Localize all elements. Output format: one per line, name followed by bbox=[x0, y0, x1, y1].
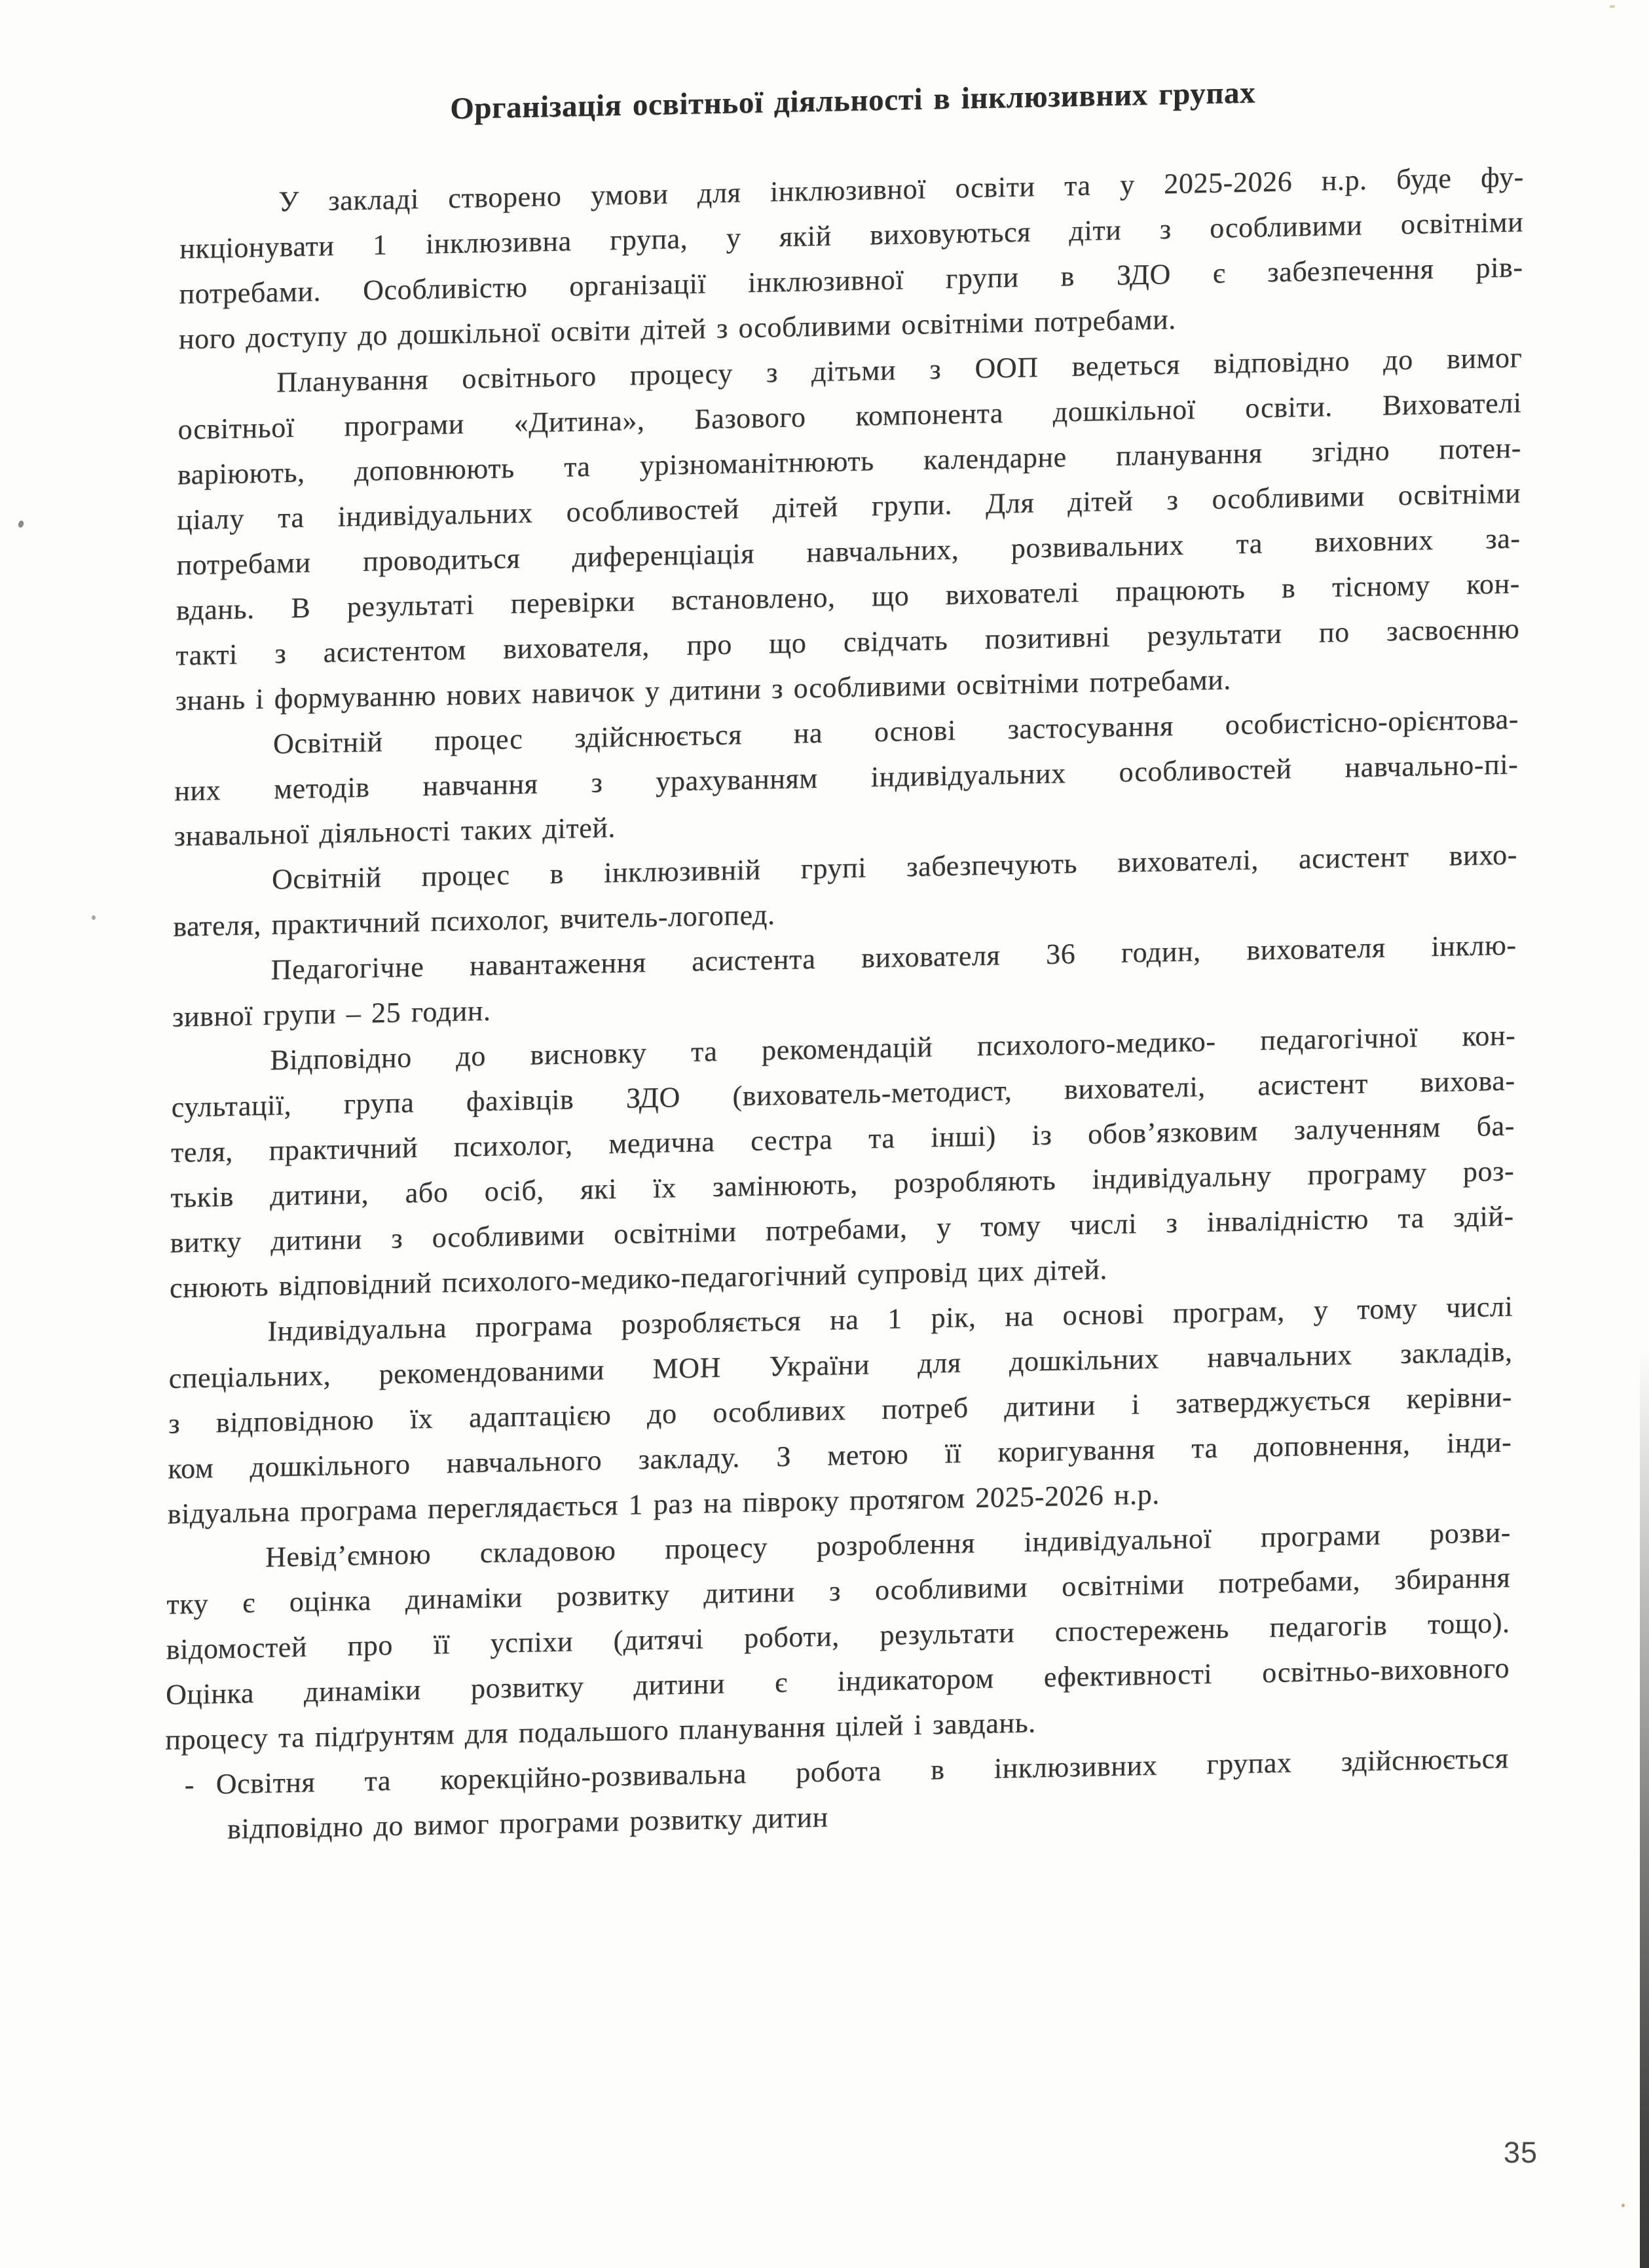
paragraph-last-line: процесу та підґрунтям для подальшого планування цілей і завдань. bbox=[165, 1706, 1037, 1756]
paragraph-body: Освітній процес в інклюзивній групі забезпечують вихователі, асистент вихо- bbox=[271, 838, 1518, 896]
page-title: Організація освітньої діяльності в інклюзивних групах bbox=[450, 75, 1256, 126]
paragraph bbox=[175, 335, 1522, 723]
paragraph bbox=[170, 1013, 1516, 1311]
paragraph-body: Невід’ємною складовою процесу розроблення індивідуальної програми розви- тку є оцінка динаміки розвитку дитини з особливими освітніми потребами, збирання відомостей про її успіхи (дитячі роботи, результати спостережень педагогів тощо). Оцінка динаміки розвитку дитини є індикатором ефективності освітньо-виховного bbox=[165, 1516, 1511, 1711]
paragraph bbox=[179, 154, 1525, 361]
paragraph-last-line: ного доступу до дошкільної освіти дітей з особливими освітніми потребами. bbox=[178, 302, 1177, 356]
scan-speck bbox=[92, 915, 96, 920]
scan-speck bbox=[1621, 2204, 1625, 2207]
paragraph-last-line: відуальна програма переглядається 1 раз на півроку протягом 2025-2026 н.р. bbox=[167, 1478, 1160, 1530]
paragraph-last-line: знань і формуванню нових навичок у дитини з особливими освітніми потребами. bbox=[175, 663, 1232, 717]
paragraph-last-line: вателя, практичний психолог, вчитель-логопед. bbox=[173, 898, 775, 943]
bullet-dash: - bbox=[184, 1768, 195, 1801]
paragraph-last-line: снюють відповідний психолого-медико-педагогічний супровід цих дітей. bbox=[169, 1253, 1108, 1304]
bullet-line-1: Освітня та корекційно-розвивальна робота в інклюзивних групах здійснюється bbox=[215, 1742, 1510, 1801]
scan-speck bbox=[1610, 5, 1615, 8]
paragraph bbox=[174, 696, 1519, 858]
paragraph-body: Відповідно до висновку та рекомендацій психолого-медико- педагогічної кон- сультації, група фахівців ЗДО (вихователь-методист, вихователі, асистент вихова- теля, практичний психолог, медична сестра та інші) із обов’язковим залученням ба- тьків дитини, або осіб, які їх замінюють, розробляють індивідуальну програму роз- витку дитини з особливими освітніми потребами, у тому числі з інвалідністю та здій- bbox=[170, 1019, 1516, 1259]
paragraph bbox=[167, 1284, 1513, 1537]
paragraph-body: Індивідуальна програма розробляється на 1 рік, на основі програм, у тому числі спеціальних, рекомендованими МОН України для дошкільних навчальних закладів, з відповідною їх адаптацією до особливих потреб дитини і затверджується керівни- ком дошкільного навчального закладу. З метою її коригування та доповнення, інди- bbox=[168, 1290, 1513, 1485]
paragraph-body: Планування освітнього процесу з дітьми з ООП ведеться відповідно до вимог освітньої програми «Дитина», Базового компонента дошкільної освіти. Вихователі варіюють, доповнюють та урізноманітнюють календарне планування згідно потен- ціалу та індивідуальних особливостей дітей групи. Для дітей з особливими освітніми потребами проводиться диференціація навчальних, розвивальних та виховних за- вдань. В результаті перевірки встановлено, що вихователі працюють в тісному кон- такті з асистентом вихователя, про що свідчать позитивні результати по засвоєнню bbox=[176, 341, 1523, 672]
bullet-line-2: відповідно до вимог програми розвитку дитин bbox=[227, 1801, 829, 1846]
paragraph-body: У закладі створено умови для інклюзивної освіти та у 2025-2026 н.р. буде фу- нкціонувати 1 інклюзивна група, у якій виховуються діти з особливими освітніми потребами. Особливістю організації інклюзивної групи в ЗДО є забезпечення рів- bbox=[179, 160, 1525, 310]
paragraph-body: Педагогічне навантаження асистента вихователя 36 годин, вихователя інклю- bbox=[270, 928, 1517, 986]
paragraph-body: Освітній процес здійснюється на основі застосування особистісно-орієнтова- них методів навчання з урахуванням індивідуальних особливостей навчально-пі- bbox=[174, 703, 1519, 807]
paragraph bbox=[165, 1510, 1511, 1763]
page-number: 35 bbox=[1504, 2136, 1538, 2169]
paragraph-last-line: зивної групи – 25 годин. bbox=[172, 994, 491, 1033]
scan-edge-shadow bbox=[1640, 1349, 1649, 2268]
paragraph-last-line: знавальної діяльності таких дітей. bbox=[174, 811, 616, 852]
